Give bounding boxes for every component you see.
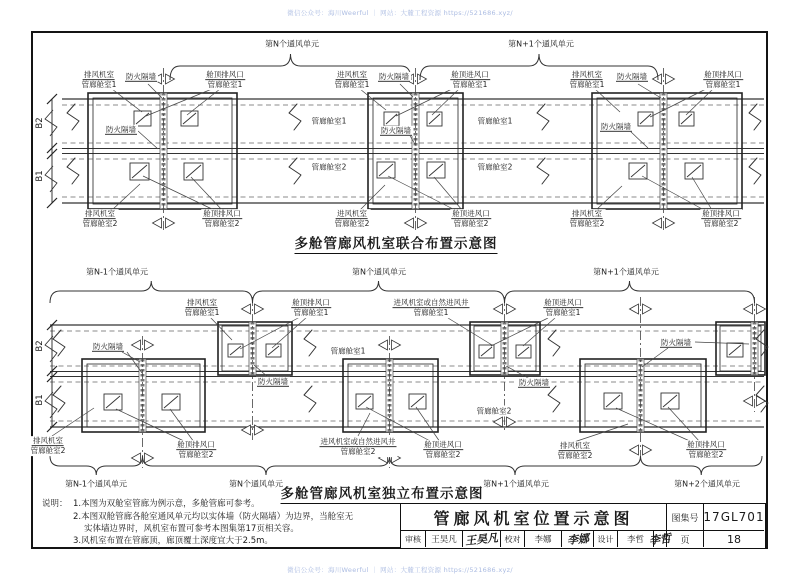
label-line: 管廊舱室1 xyxy=(452,80,488,90)
label-line: 舱顶排风口 xyxy=(206,70,244,80)
label-roof-intake-comp2 xyxy=(422,440,464,460)
atlas-number-label: 图集号 xyxy=(666,504,703,530)
label-line: 管廊舱室2 xyxy=(557,451,593,461)
label-compartment1: 管廊舱室1 xyxy=(477,116,513,126)
label-line: 管廊舱室2 xyxy=(204,219,240,229)
independent-leaders xyxy=(52,317,749,442)
label-line: 管廊舱室2 xyxy=(569,219,605,229)
label-fire-wall xyxy=(659,338,693,348)
label-line: 管廊舱室2 xyxy=(30,446,66,456)
label-line: 排风机室 xyxy=(187,298,217,308)
label-line: 舱顶进风口 xyxy=(544,298,582,308)
label-roof-exhaust-comp2 xyxy=(700,209,742,229)
label-line: 排风机室 xyxy=(572,70,602,80)
watermark-bottom: 微信公众号：海川Weerful ｜ 网站：大麓工程资源 https://521686.xyz/ xyxy=(287,566,513,574)
label-exhaust-room-comp1 xyxy=(184,298,221,318)
proof-label: 校对 xyxy=(500,530,524,547)
label-roof-intake-comp1 xyxy=(542,298,584,318)
label-line: 管廊舱室2 xyxy=(334,219,370,229)
review-label: 审核 xyxy=(401,530,425,547)
label-compartment1: 管廊舱室1 xyxy=(311,116,347,126)
note-line: 实体墙边界时，风机室布置可参考本图集第17页相关容。 xyxy=(84,524,299,534)
design-signature xyxy=(648,530,672,548)
label-line: 排风机室 xyxy=(84,70,114,80)
note-line: 1.本图为双舱室管廊为例示意，多舱管廊可参考。 xyxy=(73,499,260,509)
unit-brace-label: 第N个通风单元 xyxy=(265,39,319,49)
label-line: 管廊舱室1 xyxy=(293,308,329,318)
label-line: 舱顶排风口 xyxy=(702,209,740,219)
label-line: 管廊舱室2 xyxy=(425,450,461,460)
combined-fire-wall-strips xyxy=(160,93,667,209)
page-number: 18 xyxy=(703,530,764,547)
label-intake-or-natural-comp1 xyxy=(392,298,471,318)
note-line: 2.本图双舱管廊各舱室通风单元均以实体墙（防火隔墙）为边界，当舱室无 xyxy=(73,512,354,522)
label-line: 管廊舱室1 xyxy=(81,80,117,90)
unit-brace-label: 第N+1个通风单元 xyxy=(508,39,574,49)
label-line: 进风机室或自然进风井 xyxy=(320,437,396,447)
unit-brace-label: 第N个通风单元 xyxy=(352,267,406,277)
label-line: 防火隔墙 xyxy=(661,337,691,347)
drawing-title-text: 管廊风机室位置示意图 xyxy=(433,508,634,528)
page-label: 页 xyxy=(666,530,703,547)
label-fire-wall xyxy=(517,378,551,388)
label-line: 进风机室 xyxy=(337,70,367,80)
label-roof-exhaust-comp2 xyxy=(685,440,727,460)
label-intake-room-comp1 xyxy=(334,70,371,90)
label-line: 舱顶排风口 xyxy=(177,440,215,450)
unit-brace-label: 第N-1个通风单元 xyxy=(65,479,127,489)
unit-brace-label: 第N+1个通风单元 xyxy=(593,267,659,277)
label-line: 排风机室 xyxy=(560,441,590,451)
label-exhaust-room-comp2 xyxy=(30,436,67,456)
label-line: 舱顶排风口 xyxy=(704,70,742,80)
note-line: 3.风机室布置在管廊顶，廊顶覆土深度宜大于2.5m。 xyxy=(73,536,273,546)
combined-diagram-title: 多舱管廊风机室联合布置示意图 xyxy=(295,232,498,254)
label-line: 防火隔墙 xyxy=(381,125,411,135)
label-line: 管廊舱室1 xyxy=(413,308,449,318)
dim-b2: B2 xyxy=(35,117,45,129)
label-line: 排风机室 xyxy=(572,209,602,219)
label-line: 管廊舱室1 xyxy=(207,80,243,90)
label-line: 舱顶进风口 xyxy=(452,209,490,219)
label-line: 管廊舱室1 xyxy=(184,308,220,318)
label-fire-wall xyxy=(379,126,413,136)
label-line: 舱顶进风口 xyxy=(451,70,489,80)
label-fire-wall xyxy=(124,72,158,82)
dim-b2: B2 xyxy=(35,340,45,352)
label-line: 防火隔墙 xyxy=(106,124,136,134)
label-line: 舱顶排风口 xyxy=(203,209,241,219)
proof-signature xyxy=(561,530,593,547)
label-line: 进风机室或自然进风井 xyxy=(393,298,469,308)
watermark-top: 微信公众号：海川Weerful ｜ 网站：大麓工程资源 https://521686.xyz/ xyxy=(287,9,513,17)
label-line: 舱顶进风口 xyxy=(424,440,462,450)
unit-brace-label: 第N+1个通风单元 xyxy=(483,479,549,489)
design-label: 设计 xyxy=(593,530,617,547)
signature-text: 王昊凡 xyxy=(464,531,499,548)
label-line: 管廊舱室2 xyxy=(703,219,739,229)
label-line: 管廊舱室2 xyxy=(340,447,376,457)
label-exhaust-room-comp1 xyxy=(569,70,606,90)
atlas-number-value: 17GL701 xyxy=(703,504,764,530)
label-line: 排风机室 xyxy=(85,209,115,219)
label-line: 舱顶排风口 xyxy=(687,440,725,450)
title-block-drawing-title xyxy=(401,504,666,530)
label-line: 防火隔墙 xyxy=(617,71,647,81)
label-fire-wall xyxy=(104,125,138,135)
label-line: 管廊舱室2 xyxy=(688,450,724,460)
label-compartment1: 管廊舱室1 xyxy=(330,346,366,356)
label-exhaust-room-comp1 xyxy=(81,70,118,90)
independent-diagram-corridor xyxy=(50,325,764,427)
independent-diagram-title: 多舱管廊风机室独立布置示意图 xyxy=(281,482,484,504)
label-roof-exhaust-comp1 xyxy=(290,298,332,318)
label-compartment2: 管廊舱室2 xyxy=(311,162,347,172)
label-line: 防火隔墙 xyxy=(379,71,409,81)
label-roof-exhaust-comp2 xyxy=(201,209,243,229)
title-block xyxy=(400,503,766,549)
combined-dimension xyxy=(45,94,57,208)
label-line: 进风机室 xyxy=(337,209,367,219)
unit-brace-label: 第N-1个通风单元 xyxy=(86,267,148,277)
label-line: 管廊舱室1 xyxy=(705,80,741,90)
label-roof-intake-comp2 xyxy=(450,209,492,229)
design-name: 李哲 xyxy=(617,530,653,547)
signature-text: 李哲 xyxy=(648,531,672,548)
label-exhaust-room-comp2 xyxy=(557,441,594,461)
label-line: 防火隔墙 xyxy=(519,377,549,387)
label-line: 防火隔墙 xyxy=(93,341,123,351)
label-exhaust-room-comp2 xyxy=(569,209,606,229)
label-compartment2: 管廊舱室2 xyxy=(477,162,513,172)
label-fire-wall xyxy=(377,72,411,82)
unit-brace-label: 第N个通风单元 xyxy=(229,479,283,489)
proof-name: 李娜 xyxy=(524,530,561,547)
label-roof-exhaust-comp1 xyxy=(204,70,246,90)
label-line: 管廊舱室1 xyxy=(545,308,581,318)
label-line: 防火隔墙 xyxy=(258,376,288,386)
dim-b1: B1 xyxy=(35,394,45,406)
label-compartment2: 管廊舱室2 xyxy=(476,406,512,416)
label-line: 管廊舱室2 xyxy=(453,219,489,229)
label-roof-exhaust-comp2 xyxy=(175,440,217,460)
signature-text: 李娜 xyxy=(565,531,590,548)
label-line: 管廊舱室1 xyxy=(334,80,370,90)
label-line: 管廊舱室2 xyxy=(82,219,118,229)
label-roof-exhaust-comp1 xyxy=(702,70,744,90)
review-signature xyxy=(462,530,500,547)
label-fire-wall xyxy=(599,122,633,132)
label-line: 防火隔墙 xyxy=(601,121,631,131)
label-fire-wall xyxy=(615,72,649,82)
label-fire-wall xyxy=(256,377,290,387)
notes-heading: 说明： xyxy=(42,499,68,509)
label-line: 排风机室 xyxy=(33,436,63,446)
label-roof-intake-comp1 xyxy=(449,70,491,90)
label-line: 防火隔墙 xyxy=(126,71,156,81)
label-exhaust-room-comp2 xyxy=(82,209,119,229)
unit-brace-label: 第N+2个通风单元 xyxy=(674,479,740,489)
review-name: 王昊凡 xyxy=(425,530,462,547)
label-line: 管廊舱室2 xyxy=(178,450,214,460)
label-line: 舱顶排风口 xyxy=(292,298,330,308)
label-intake-room-comp2 xyxy=(334,209,371,229)
label-fire-wall xyxy=(91,342,125,352)
dim-b1: B1 xyxy=(35,170,45,182)
label-intake-or-natural-comp2 xyxy=(319,437,398,457)
label-line: 管廊舱室1 xyxy=(569,80,605,90)
